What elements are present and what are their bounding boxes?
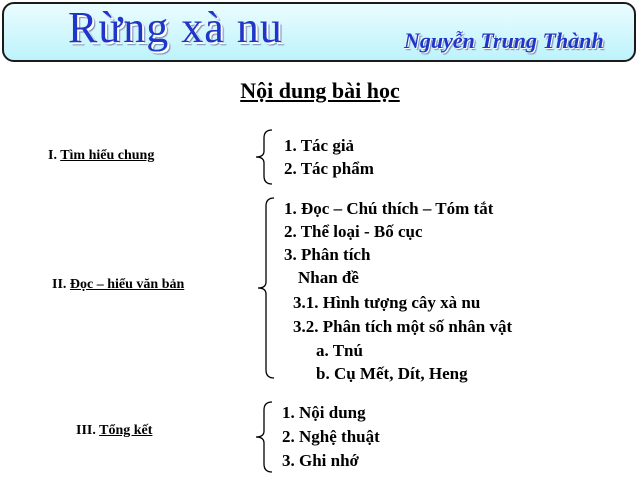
section-3-label [76, 423, 152, 439]
section-2-numeral: II. [52, 277, 67, 292]
section-2-item: a. Tnú [316, 341, 363, 360]
section-2-item: b. Cụ Mết, Dít, Heng [316, 364, 468, 383]
section-3-numeral: III. [76, 423, 96, 438]
section-3-title: Tổng kết [99, 423, 153, 438]
author-name: Nguyễn Trung Thành [404, 28, 604, 53]
content-heading-text: Nội dung bài học [240, 78, 400, 103]
section-2-label [52, 277, 184, 293]
section-2-item: 3. Phân tích [284, 245, 371, 264]
section-2-brace [254, 196, 278, 380]
section-2-item: Nhan đề [298, 268, 359, 287]
section-3-brace [252, 400, 276, 474]
content-heading [0, 78, 640, 104]
section-1-brace [252, 128, 276, 186]
section-2-item: 1. Đọc – Chú thích – Tóm tắt [284, 199, 494, 218]
section-2-item: 3.2. Phân tích một số nhân vật [293, 317, 513, 336]
lesson-title: Rừng xà nu [68, 3, 283, 52]
section-1-item: 2. Tác phẩm [284, 159, 374, 178]
section-2-item: 3.1. Hình tượng cây xà nu [293, 293, 481, 312]
section-3-item: 1. Nội dung [282, 403, 366, 422]
section-1-numeral: I. [48, 148, 57, 163]
section-2-title: Đọc – hiểu văn bản [69, 277, 185, 292]
section-2-item: 2. Thể loại - Bố cục [284, 222, 423, 241]
section-3-item: 3. Ghi nhớ [282, 451, 359, 470]
section-1-item: 1. Tác giả [284, 136, 355, 155]
section-3-item: 2. Nghệ thuật [282, 427, 380, 446]
section-1-label [48, 148, 154, 164]
section-1-title: Tìm hiểu chung [60, 148, 155, 163]
